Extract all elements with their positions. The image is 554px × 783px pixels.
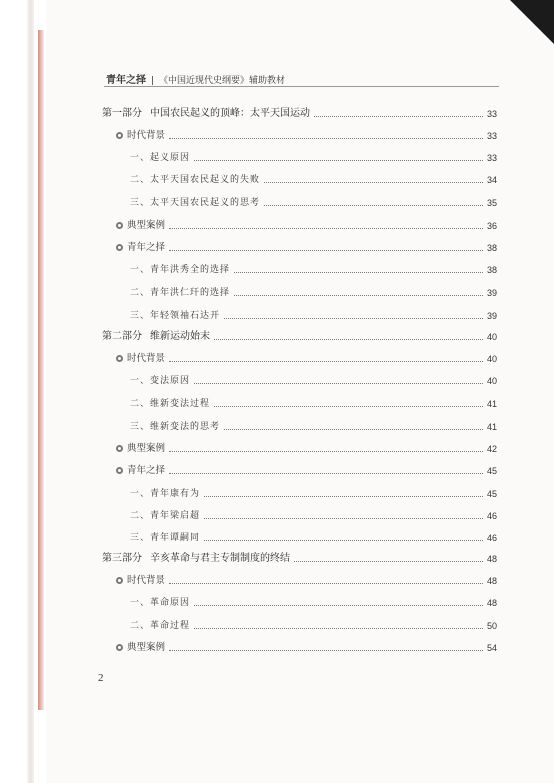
toc-page-number: 48 <box>486 598 497 608</box>
dot-leader <box>234 271 483 273</box>
toc-entry-text: 一、起义原因 <box>130 153 191 163</box>
toc-page-number: 42 <box>486 444 497 454</box>
toc-entry-text: 三、青年谭嗣同 <box>130 533 201 543</box>
dot-leader <box>194 604 483 606</box>
toc-page-number: 48 <box>486 554 497 564</box>
dot-leader <box>169 649 483 651</box>
toc-entry-text: 一、青年洪秀全的选择 <box>130 265 231 275</box>
dot-leader <box>194 159 483 161</box>
dot-leader <box>204 495 483 497</box>
toc-entry-title <box>130 532 200 544</box>
dot-leader <box>224 317 483 319</box>
toc-entry-sub <box>130 510 497 522</box>
toc-entry-title <box>130 488 200 500</box>
toc-entry-sec <box>116 353 497 365</box>
toc-entry-sub <box>130 197 497 209</box>
toc-page-number: 46 <box>486 511 497 521</box>
toc-page-number: 39 <box>486 311 497 321</box>
toc-entry-title <box>102 331 210 343</box>
section-bullet-icon <box>116 222 123 229</box>
toc-entry-text: 三、年轻领袖石达开 <box>130 311 221 321</box>
toc-entry-text: 时代背景 <box>127 130 166 141</box>
toc-entry-sub <box>130 421 497 433</box>
section-bullet-icon <box>116 445 123 452</box>
part-number: 第一部分 <box>102 108 142 119</box>
toc-entry-sub <box>130 488 497 500</box>
toc-entry-sec <box>116 443 497 455</box>
toc-entry-sec <box>116 242 497 254</box>
dot-leader <box>169 227 483 229</box>
toc-entry-text: 典型案例 <box>127 443 166 454</box>
dot-leader <box>169 582 483 584</box>
section-bullet-icon <box>116 644 123 651</box>
toc-entry-text: 二、太平天国农民起义的失败 <box>130 175 261 185</box>
toc-entry-title <box>130 597 190 609</box>
header-subtitle: 《中国近现代史纲要》辅助教材 <box>159 76 286 86</box>
toc-entry-text: 三、维新变法的思考 <box>130 422 221 432</box>
dot-leader <box>169 450 483 452</box>
toc-page-number: 33 <box>486 109 497 119</box>
toc-entry-title <box>130 174 260 186</box>
header-separator: | <box>151 76 155 86</box>
section-bullet-icon <box>116 355 123 362</box>
dot-leader <box>169 249 483 251</box>
toc-page-number: 50 <box>486 621 497 631</box>
toc-entry-sub <box>130 532 497 544</box>
toc-entry-sub <box>130 310 497 322</box>
toc-entry-sec <box>116 220 497 232</box>
toc-page-number: 33 <box>486 153 497 163</box>
dot-leader <box>194 382 483 384</box>
dot-leader <box>169 360 483 362</box>
dot-leader <box>214 405 483 407</box>
toc-page-number: 41 <box>486 399 497 409</box>
section-bullet-icon <box>116 577 123 584</box>
toc-entry-title <box>130 510 200 522</box>
part-number: 第三部分 <box>102 553 142 564</box>
toc-entry-title <box>102 108 310 120</box>
toc-entry-text: 一、革命原因 <box>130 598 191 608</box>
header-brand: 青年之择 <box>106 75 146 86</box>
toc-entry-text: 二、革命过程 <box>130 621 191 631</box>
toc-entry-title <box>130 152 190 164</box>
dot-leader <box>214 338 483 340</box>
toc-page-number: 34 <box>486 175 497 185</box>
toc-page-number: 54 <box>486 643 497 653</box>
toc-page-number: 40 <box>486 354 497 364</box>
section-bullet-icon <box>116 244 123 251</box>
dot-leader <box>204 539 483 541</box>
toc-entry-title <box>116 642 165 654</box>
toc-page-number: 46 <box>486 533 497 543</box>
toc-entry-sub <box>130 152 497 164</box>
toc-entry-text: 青年之择 <box>127 465 166 476</box>
toc-entry-title <box>116 465 165 477</box>
toc-entry-title <box>130 375 190 387</box>
toc-entry-part <box>102 553 497 565</box>
toc-entry-title <box>102 553 290 565</box>
dot-leader <box>169 472 483 474</box>
toc-page-number: 45 <box>486 489 497 499</box>
toc-entry-text: 二、维新变法过程 <box>130 399 211 409</box>
dot-leader <box>234 294 483 296</box>
toc-entry-sec <box>116 130 497 142</box>
toc-entry-text: 时代背景 <box>127 353 166 364</box>
section-bullet-icon <box>116 467 123 474</box>
toc-page-number: 38 <box>486 243 497 253</box>
toc-entry-text: 一、变法原因 <box>130 376 191 386</box>
toc-entry-title <box>130 398 210 410</box>
toc-entry-title <box>116 242 165 254</box>
toc-entry-title <box>116 353 165 365</box>
toc-page-number: 45 <box>486 466 497 476</box>
dot-leader <box>204 517 483 519</box>
toc-entry-part <box>102 108 497 120</box>
toc-entry-title <box>130 310 220 322</box>
toc-entry-text: 典型案例 <box>127 220 166 231</box>
toc-entry-text: 二、青年洪仁玕的选择 <box>130 288 231 298</box>
dot-leader <box>294 560 483 562</box>
toc-page-number: 39 <box>486 288 497 298</box>
toc-entry-title <box>130 421 220 433</box>
toc-entry-title <box>116 220 165 232</box>
section-bullet-icon <box>116 132 123 139</box>
toc-entry-text: 时代背景 <box>127 575 166 586</box>
dot-leader <box>224 428 483 430</box>
toc-entry-text: 青年之择 <box>127 242 166 253</box>
toc-entry-text: 一、青年康有为 <box>130 489 201 499</box>
toc-page-number: 38 <box>486 265 497 275</box>
dot-leader <box>169 137 483 139</box>
dot-leader <box>264 181 483 183</box>
page-number: 2 <box>98 672 104 684</box>
toc-entry-title <box>130 197 260 209</box>
dot-leader <box>314 115 483 117</box>
toc-page-number: 40 <box>486 332 497 342</box>
toc-entry-text: 三、太平天国农民起义的思考 <box>130 198 261 208</box>
toc-entry-text: 维新运动始末 <box>150 331 210 342</box>
toc-entry-text: 典型案例 <box>127 642 166 653</box>
toc-entry-text: 辛亥革命与君主专制制度的终结 <box>150 553 290 564</box>
dot-leader <box>264 204 483 206</box>
toc-entry-text: 二、青年梁启超 <box>130 511 201 521</box>
toc-entry-sub <box>130 287 497 299</box>
toc-page-number: 40 <box>486 376 497 386</box>
toc-entry-sub <box>130 398 497 410</box>
toc-entry-part <box>102 331 497 343</box>
toc-entry-sec <box>116 642 497 654</box>
toc-entry-sub <box>130 597 497 609</box>
part-number: 第二部分 <box>102 331 142 342</box>
toc-entry-sub <box>130 264 497 276</box>
toc-entry-title <box>116 130 165 142</box>
toc-entry-sub <box>130 375 497 387</box>
toc-entry-sec <box>116 465 497 477</box>
toc-entry-title <box>130 264 230 276</box>
toc-page-number: 36 <box>486 221 497 231</box>
toc-page-number: 41 <box>486 422 497 432</box>
toc-page-number: 35 <box>486 198 497 208</box>
toc-entry-sub <box>130 620 497 632</box>
toc-entry-text: 中国农民起义的顶峰：太平天国运动 <box>150 108 310 119</box>
toc-entry-title <box>116 575 165 587</box>
dot-leader <box>194 627 483 629</box>
toc-entry-sec <box>116 575 497 587</box>
toc-entry-title <box>116 443 165 455</box>
toc-page-number: 48 <box>486 576 497 586</box>
toc-entry-title <box>130 287 230 299</box>
toc-page-number: 33 <box>486 131 497 141</box>
toc-entry-sub <box>130 174 497 186</box>
toc-entry-title <box>130 620 190 632</box>
